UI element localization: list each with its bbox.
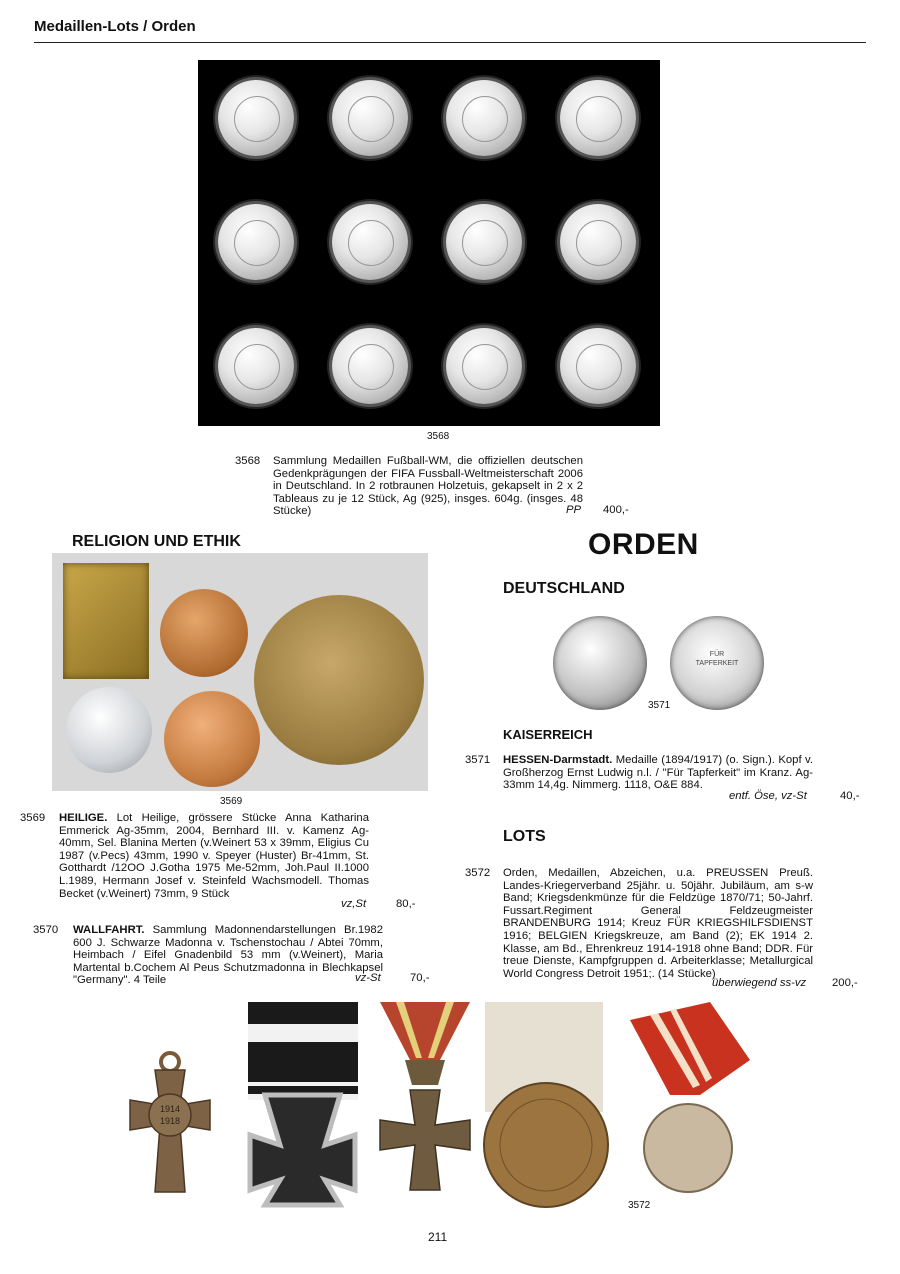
lot-3571-caption: 3571 bbox=[648, 700, 671, 711]
lot-3569-number: 3569 bbox=[20, 812, 46, 824]
coin-image bbox=[332, 204, 408, 280]
lot-3568-grade: PP bbox=[566, 504, 582, 516]
coin-image bbox=[446, 204, 522, 280]
lot-3572-price: 200,- bbox=[832, 977, 858, 989]
ddr-medal-image bbox=[630, 1002, 750, 1192]
coin-image bbox=[560, 80, 636, 156]
coin-image bbox=[218, 80, 294, 156]
coin-image bbox=[446, 80, 522, 156]
coin-image bbox=[218, 204, 294, 280]
coin-image bbox=[332, 328, 408, 404]
lot-3568-number: 3568 bbox=[235, 455, 261, 467]
lot-3572-grade: überwiegend ss-vz bbox=[712, 977, 807, 989]
coin-image bbox=[446, 328, 522, 404]
lot-3572-description: Orden, Medaillen, Abzeichen, u.a. PREUSSEN Preuß. Landes-Kriegerverband 25jähr. u. 50jähr. Jubiläum, am s-w Band; Kriegsdenkmünze für die Feldzüge 1870/71; 50-Jahrf. Fussart.Regiment General Feldzeugmeister BRANDENBURG 1914; Kreuz FÜR KRIEGSHILFSDIENST 1916; BELGIEN Kriegskreuze, am Band (2); EK 1914 2. Klasse, am Bd., Ehrenkreuz 1914-1918 ohne Band; DDR. Für treue Dienste, Kampfgruppen d. Arbeiterklasse; Metallurgical World Congress Detroit 1951;. (14 Stücke) bbox=[503, 867, 813, 980]
lot-3572-number: 3572 bbox=[465, 867, 491, 879]
lot-3570-grade: vz-St bbox=[355, 972, 381, 984]
coin-image bbox=[560, 204, 636, 280]
lot-3570-price: 70,- bbox=[410, 972, 430, 984]
lot-3568-price: 400,- bbox=[603, 504, 629, 516]
section-heading-lots: LOTS bbox=[503, 828, 546, 845]
coin-image bbox=[332, 80, 408, 156]
lot-3569-description bbox=[59, 812, 369, 900]
section-heading-kaiserreich: KAISERREICH bbox=[503, 727, 593, 742]
lot-3570-number: 3570 bbox=[33, 924, 59, 936]
section-heading-religion: RELIGION UND ETHIK bbox=[72, 533, 241, 550]
medal-obverse-portrait bbox=[553, 616, 647, 710]
lot-3568-photo bbox=[198, 60, 660, 426]
lot-3571-body: Medaille (1894/1917) (o. Sign.). Kopf v. Großherzog Ernst Ludwig n.l. / "Für Tapferkeit" im Kranz. Ag-33mm 14,4g. Nimmerg. 1118, O&E 884. bbox=[503, 754, 813, 792]
belgian-war-cross-image bbox=[380, 1002, 470, 1190]
section-heading-orden: ORDEN bbox=[588, 528, 699, 561]
lot-3570-description bbox=[73, 924, 383, 987]
medal-reverse-line1: FÜR bbox=[709, 651, 725, 658]
lot-3569-body: Lot Heilige, grössere Stücke Anna Katharina Emmerick Ag-35mm, 2004, Bernhard III. v. Kamenz Ag-40mm, Sel. Blanina Merten (v.Weinert 53 x 39mm, Eligius Cu 1987 (v.Pecs) 43mm, 1990 v. Speyer (Huster) Br-41mm, St. Gotthardt /12OO J.Gotha 1975 Me-52mm, Joh.Paul II.1000 L.1989, Hermann Josef v. Steinfeld Wachsmodell. Thomas Becket (v.Weinert) 73mm, 9 Stück bbox=[59, 812, 369, 900]
lot-3571-lead: HESSEN-Darmstadt. bbox=[503, 754, 613, 766]
lot-3569-caption: 3569 bbox=[220, 796, 243, 807]
lot-3571-price: 40,- bbox=[840, 790, 860, 802]
coin-image bbox=[560, 328, 636, 404]
congress-medal-image bbox=[484, 1002, 608, 1207]
lot-3571-number: 3571 bbox=[465, 754, 491, 766]
page-number: 211 bbox=[428, 1230, 448, 1244]
coin-image bbox=[218, 328, 294, 404]
lot-3570-body: Sammlung Madonnendarstellungen Br.1982 600 J. Schwarze Madonna v. Tschenstochau / Abtei 70mm, Heimbach / Eifel Gnadenbild 53 mm (v.Weinert), Maria Martental b.Cochem Al Peus Schutzmadonna in Blechkapsel "Germany". 4 Teile bbox=[73, 924, 383, 987]
lot-3569-photo bbox=[52, 553, 428, 791]
lot-3568-caption: 3568 bbox=[427, 431, 450, 442]
honour-cross-image bbox=[130, 1053, 210, 1192]
lot-3571-description bbox=[503, 754, 813, 792]
medal-reverse-tapferkeit bbox=[670, 616, 764, 710]
lot-3571-grade: entf. Öse, vz-St bbox=[729, 790, 807, 802]
lot-3572-caption: 3572 bbox=[628, 1200, 651, 1211]
page-header-title: Medaillen-Lots / Orden bbox=[34, 18, 196, 35]
cross-year-bottom: 1918 bbox=[159, 1116, 181, 1126]
iron-cross-image bbox=[248, 1002, 358, 1205]
cross-year-top: 1914 bbox=[159, 1104, 181, 1114]
medal-reverse-line2: TAPFERKEIT bbox=[695, 660, 739, 667]
section-heading-deutschland: DEUTSCHLAND bbox=[503, 580, 625, 597]
lot-3570-lead: WALLFAHRT. bbox=[73, 924, 145, 936]
lot-3568-description: Sammlung Medaillen Fußball-WM, die offiziellen deutschen Gedenkprägungen der FIFA Fussball-Weltmeisterschaft 2006 in Deutschland. In 2 rotbraunen Holzetuis, gekapselt in 2 x 2 Tableaus zu je 12 Stück, Ag (925), insges. 604g. (insges. 48 Stücke) bbox=[273, 455, 583, 518]
lot-3569-lead: HEILIGE. bbox=[59, 812, 108, 824]
lot-3572-photo bbox=[110, 1000, 770, 1210]
header-rule bbox=[34, 42, 866, 43]
lot-3569-price: 80,- bbox=[396, 898, 416, 910]
lot-3569-grade: vz,St bbox=[341, 898, 367, 910]
